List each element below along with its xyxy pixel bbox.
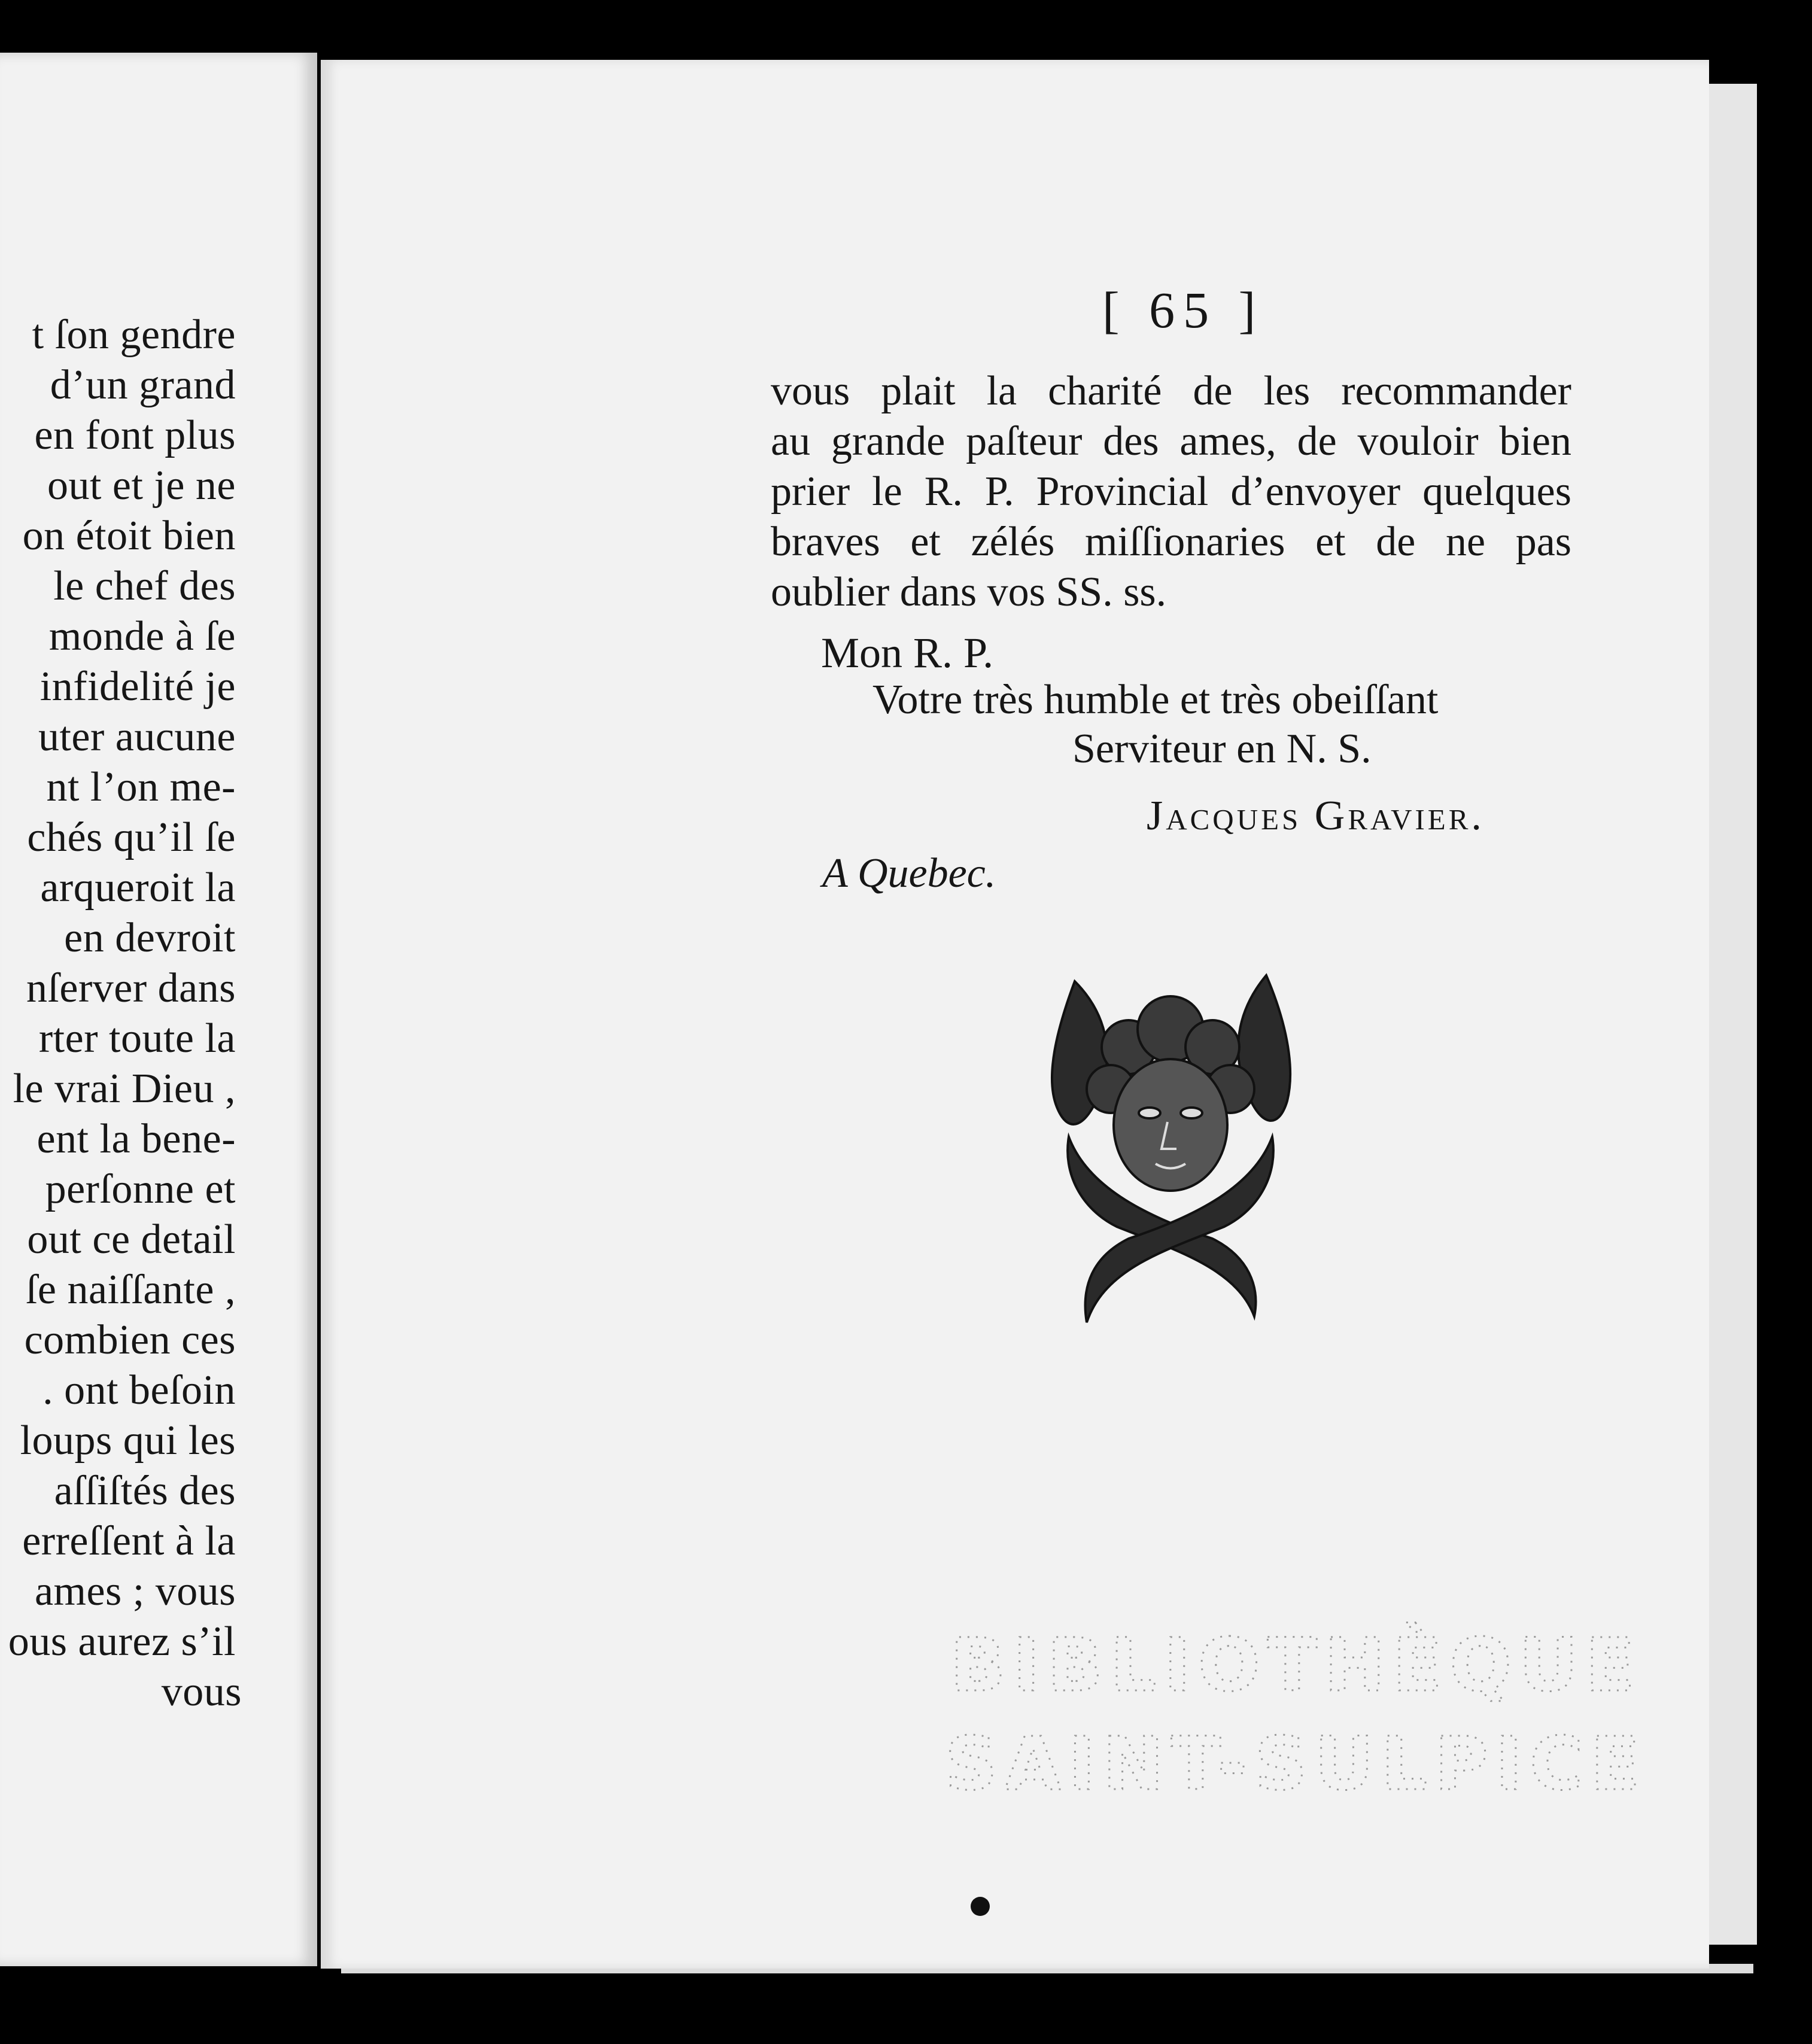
left-text-line: combien ces [24,1317,236,1363]
left-text-line: perſonne et [45,1166,236,1212]
left-text-line: aſſiſtés des [54,1468,236,1514]
body-line-2: au grande paſteur des ames, de vouloir bien [771,418,1571,464]
left-text-line: uter aucune [38,714,236,760]
salutation: Mon R. P. [821,629,994,677]
left-text-line: vous [161,1669,242,1715]
left-text-line: ſe naiſſante , [25,1267,236,1313]
page-number: [ 65 ] [1102,281,1264,339]
left-page [0,53,317,1966]
left-text-line: d’un grand [50,362,236,408]
left-text-line: infidelité je [39,664,236,710]
left-text-line: rter toute la [38,1015,236,1061]
closing-servant: Serviteur en N. S. [1072,726,1372,772]
body-line-4: braves et zélés miſſionaries et de ne pas [771,519,1571,565]
left-text-line: arqueroit la [40,865,236,911]
left-text-line: . ont beſoin [42,1367,236,1413]
left-text-line: out et je ne [47,463,236,509]
library-stamp [944,1610,1648,1813]
left-text-line: ent la bene- [37,1116,236,1162]
left-text-line: t ſon gendre [32,312,236,358]
stamp-line-2: SAINT-SULPICE [944,1721,1648,1806]
left-text-line: ous aurez s’il [8,1619,236,1665]
left-text-line: monde à ſe [48,613,236,659]
signature: Jacques Gravier. [1147,793,1485,839]
cherub-ornament-icon [1033,957,1308,1364]
page-edge-right [1705,84,1757,1945]
left-text-line: out ce detail [27,1216,236,1263]
left-text-line: ames ; vous [34,1568,236,1614]
left-text-line: nſerver dans [26,965,236,1011]
body-line-5: oublier dans vos SS. ss. [771,569,1167,615]
closing-line: Votre très humble et très obeiſſant [872,677,1439,723]
left-text-line: on étoit bien [22,513,236,559]
body-line-3: prier le R. P. Provincial d’envoyer quelques [771,469,1571,515]
stamp-line-1: BIBLIOTHÈQUE [950,1623,1643,1708]
left-text-line: en font plus [34,412,236,458]
left-text-line: nt l’on me- [46,764,236,810]
left-text-line: chés qu’il ſe [27,814,236,860]
right-page [321,60,1709,1969]
body-line-1: vous plait la charité de les recommander [771,368,1571,414]
left-text-line: en devroit [64,915,236,961]
bullet-dot [971,1897,990,1916]
left-text-line: erreſſent à la [22,1518,236,1564]
left-text-line: le chef des [53,563,236,609]
place-line: A Quebec. [822,850,996,896]
left-text-line: loups qui les [20,1418,236,1464]
left-text-line: le vrai Dieu , [13,1066,236,1112]
